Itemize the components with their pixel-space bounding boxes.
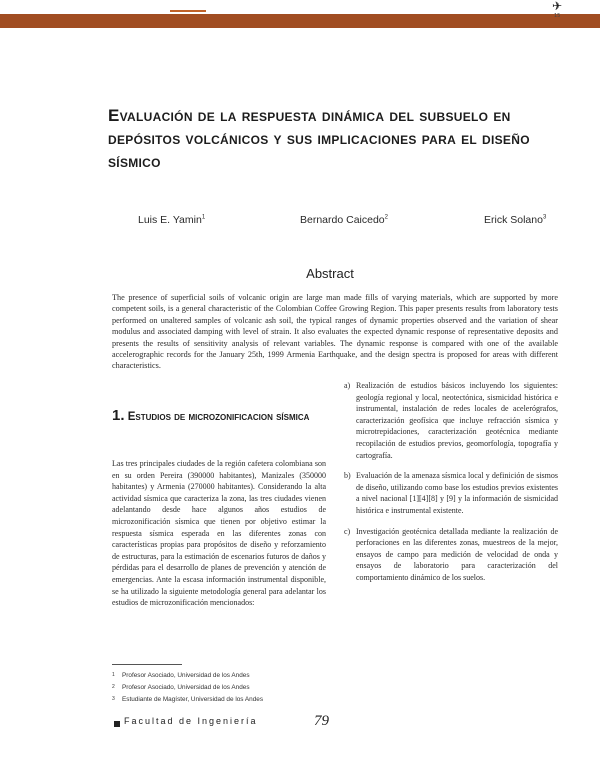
- list-item: [344, 380, 558, 461]
- footnote-mark: 3: [112, 696, 115, 702]
- footnote: [112, 682, 332, 694]
- author-mark: 1: [201, 214, 206, 221]
- footnote: [112, 670, 332, 682]
- author: [484, 214, 546, 226]
- section-title: Estudios de microzonificacion sísmica: [127, 411, 310, 423]
- footnote-text: Profesor Asociado, Universidad de los Andes: [122, 684, 250, 691]
- footnote-mark: 2: [112, 684, 115, 690]
- list-marker: c): [344, 526, 351, 536]
- list-item: [344, 470, 558, 516]
- section-body: Las tres principales ciudades de la región cafetera colombiana son en su orden Pereira (390000 habitantes), Manizales (350000 habitantes) y Armenia (270000 habitantes). Considerando la alta actividad sísmica que caracteriza la zona, las tres ciudades vienen adelantando desde hace algunos años estudios de microzonificación sísmica que tienen por objetivo estimar la respuesta sísmica esperada en las diferentes zonas con características propias para propósitos de diseño y reforzamiento de estructuras, para la estimación de escenarios futuros de daños y pérdidas para el desarrollo de planes de prevención y atención de emergencias. Ante la escasa información instrumental disponible, se ha utilizado la siguiente metodología general para adelantar los estudios de microzonificación mencionados:: [112, 459, 326, 608]
- corner-logo-icon: ✈: [552, 0, 563, 13]
- header-accent-mark: [170, 10, 206, 12]
- footer-square-icon: [114, 721, 120, 727]
- methodology-list: [344, 380, 558, 593]
- footnote-text: Profesor Asociado, Universidad de los Andes: [122, 672, 250, 679]
- author-name: Erick Solano: [484, 214, 543, 226]
- author-mark: 3: [542, 214, 547, 221]
- author: [300, 214, 388, 226]
- footnote-mark: 1: [112, 672, 115, 678]
- list-marker: b): [344, 471, 351, 481]
- list-marker: a): [344, 381, 351, 390]
- author: [138, 214, 205, 226]
- section-heading: [112, 406, 312, 427]
- abstract-body: The presence of superficial soils of volcanic origin are large man made fills of varying materials, which are supported by more competent soils, is a general characteristic of the Colombian Coffee Growing Region. This paper presents results from laboratory tests performed on unaltered samples of volcanic ash soil, the typical ranges of dynamic properties observed and the variation of shear modulus and associated damping with level of strain. It also evaluates the expected dynamic response of representative deposits and presents the results of sensitivity analysis of relevant variables. The dynamic response is compared with one of the available accelerographic records for the January 25th, 1999 Armenia Earthquake, and the design spectra is proposed for areas with different characteristics.: [112, 293, 558, 371]
- page-number: 79: [314, 713, 329, 729]
- list-item: [344, 526, 558, 584]
- footnote-text: Estudiante de Magíster, Universidad de los Andes: [122, 696, 264, 703]
- list-item-text: Evaluación de la amenaza sísmica local y definición de sismos de diseño, utilizando como base los estudios previos existentes a nivel nacional [1][4][8] y [9] y la información de sismicidad histórica e instrumental existente.: [356, 471, 558, 515]
- author-mark: 2: [384, 214, 388, 221]
- corner-number: 15: [554, 13, 561, 19]
- author-name: Luis E. Yamin: [138, 214, 202, 226]
- author-name: Bernardo Caicedo: [300, 214, 385, 226]
- footnotes: [112, 670, 332, 706]
- footnote: [112, 694, 332, 706]
- footnote-divider: [112, 664, 182, 665]
- list-item-text: Investigación geotécnica detallada mediante la realización de perforaciones en las diferentes zonas, muestreos de la mejor, ensayos de campo para medición de velocidad de onda y ensayos de laboratorio para caracterización del comportamiento dinámico de los suelos.: [356, 526, 558, 582]
- paper-title: Evaluación de la respuesta dinámica del subsuelo en depósitos volcánicos y sus implicaciones para el diseño sísmico: [108, 106, 530, 171]
- footer-label: Facultad de Ingeniería: [124, 716, 258, 726]
- section-number: 1.: [112, 407, 125, 424]
- list-item-text: Realización de estudios básicos incluyendo los siguientes: geología regional y local, neotectónica, sismicidad histórica e instrumental, instalación de redes locales de acelerógrafos, caracterización geofísica que incluye refracción sísmica y microtrepidaciones, caracterización geotécnica mediante recopilación de estudios previos, geomorfología, topografía y cartografía.: [356, 381, 558, 460]
- header-color-bar: [0, 14, 600, 28]
- abstract-heading: Abstract: [306, 266, 354, 281]
